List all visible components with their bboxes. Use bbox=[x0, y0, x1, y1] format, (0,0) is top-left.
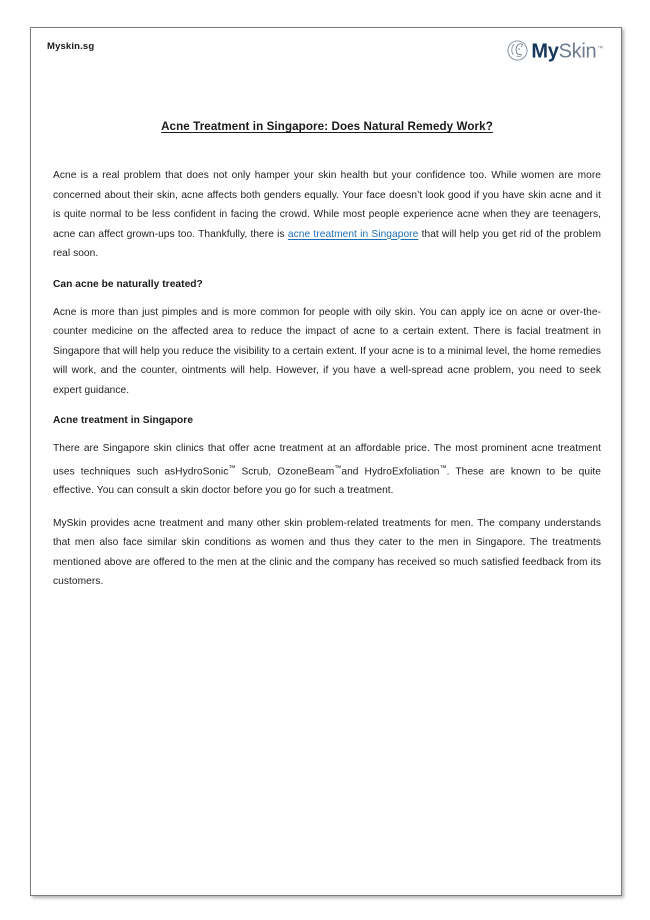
logo-word-skin: Skin bbox=[558, 40, 597, 63]
subheading-natural-treatment: Can acne be naturally treated? bbox=[53, 278, 203, 290]
paragraph-clinics-part-a: There are Singapore skin clinics that offer acne treatment at an affordable price. The most prominent acne treatment uses techniques such asHydroSonic bbox=[53, 443, 601, 477]
face-circle-icon bbox=[507, 40, 528, 61]
paragraph-natural-treatment: Acne is more than just pimples and is more common for people with oily skin. You can apply ice on acne or over-the-counter medicine on the affected area to reduce the impact of acne to a certain extent. There is facial treatment in Singapore that will help you reduce the visibility to a certain extent. If your acne is to a minimal level, the home remedies will work, and the counter, ointments will help. However, if you have a well-spread acne problem, you need to seek expert guidance. bbox=[53, 306, 601, 396]
paragraph-myskin-services: MySkin provides acne treatment and many other skin problem-related treatments for men. The company understands that men also face similar skin conditions as women and thus they cater to the men in Singapore. The treatments mentioned above are offered to the men at the clinic and the company has received so much satisfied feedback from its customers. bbox=[53, 517, 601, 588]
trademark-symbol-hydrosonic: ™ bbox=[228, 464, 236, 472]
paragraph-clinics-part-c: and HydroExfoliation bbox=[341, 465, 440, 477]
logo-wordmark bbox=[531, 39, 603, 62]
site-name-label: Myskin.sg bbox=[47, 41, 95, 52]
document-header bbox=[43, 38, 609, 80]
paragraph-intro bbox=[53, 166, 601, 264]
subheading-acne-treatment-singapore: Acne treatment in Singapore bbox=[53, 415, 194, 426]
myskin-logo bbox=[507, 38, 609, 62]
acne-treatment-singapore-link[interactable]: acne treatment in Singapore bbox=[287, 228, 419, 240]
page-content bbox=[31, 28, 621, 895]
document-body bbox=[43, 120, 609, 592]
paragraph-clinics-part-b: Scrub, OzoneBeam bbox=[235, 465, 335, 477]
trademark-symbol-hydroexfoliation: ™ bbox=[439, 464, 447, 472]
paragraph-intro-text-after-link: that will help you get rid of the problem real soon. bbox=[53, 228, 601, 259]
paragraph-clinics bbox=[53, 439, 601, 501]
logo-trademark-symbol: ™ bbox=[597, 46, 603, 52]
page-title: Acne Treatment in Singapore: Does Natural Remedy Work? bbox=[161, 120, 493, 133]
paragraph-intro-text-before-link: Acne is a real problem that does not only hamper your skin health but your confidence too. While women are more concerned about their skin, acne affects both genders equally. Your face doesn’t look good if you have skin acne and it is quite normal to be less confident in facing the crowd. While most people experience acne when they are teenagers, acne can affect grown-ups too. Thankfully, there is bbox=[53, 170, 601, 240]
trademark-symbol-ozonebeam: ™ bbox=[334, 464, 342, 472]
document-page bbox=[30, 27, 622, 896]
paragraph-clinics-part-d: . These are known to be quite effective. You can consult a skin doctor before you go for such a treatment. bbox=[53, 465, 601, 497]
logo-word-my: My bbox=[531, 40, 559, 63]
